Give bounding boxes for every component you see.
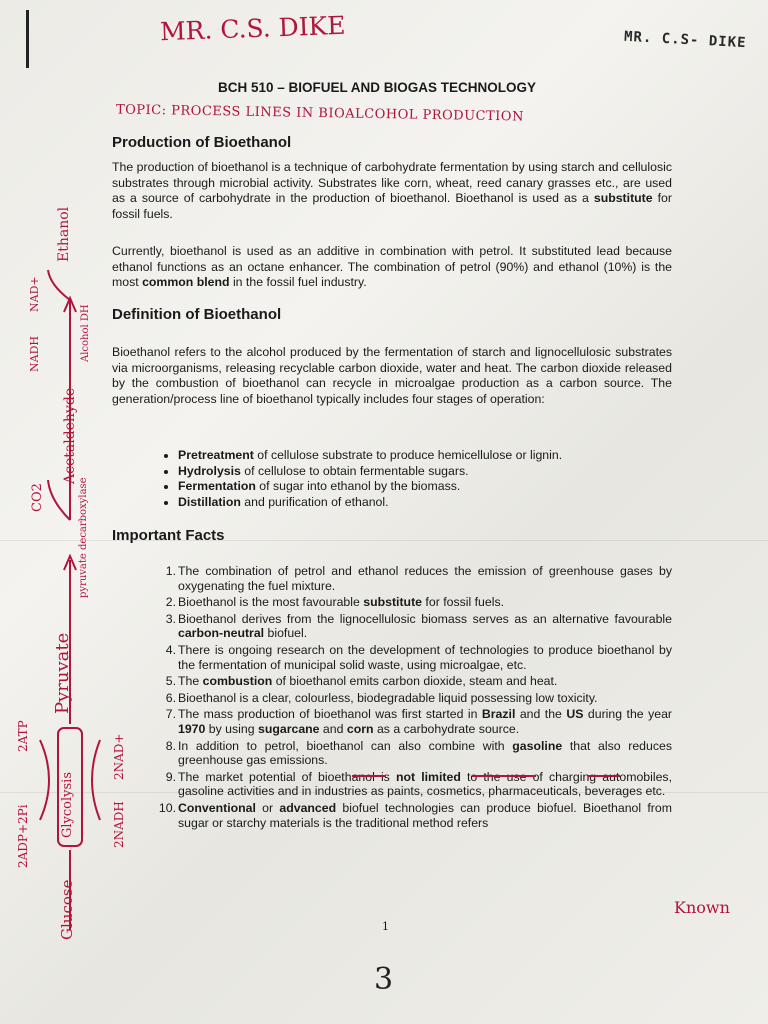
nad-branch-arrow [48, 270, 70, 300]
margin-2adp-2pi: 2ADP+2Pi [16, 804, 30, 868]
handwritten-name-top: MR. C.S. DIKE [159, 10, 346, 47]
fact-number: 7. [165, 707, 176, 722]
fact-text: There is ongoing research on the development of technologies to produce bioethanol by the fermentation of municipal solid waste, using microalgae, etc. [178, 642, 672, 672]
important-facts-title: Important Facts [112, 527, 225, 544]
margin-nadh-1: NADH [28, 336, 41, 372]
margin-ethanol: Ethanol [56, 206, 72, 262]
handwritten-page-mark: 3 [374, 962, 394, 997]
definition-paragraph: Bioethanol refers to the alcohol produced by the fermentation of starch and lignocellulosic substrates via microorganisms, releasing recyclable carbon dioxide, water and heat. The carbon dioxide released by the combustion of bioethanol can recycle in microalgae production as a carbon source. The generation/process line of bioethanol typically includes four stages of operation: [112, 345, 672, 406]
fact-text: The combination of petrol and ethanol reduces the emission of greenhouse gases by oxygenating the fuel mixture. [178, 564, 672, 593]
production-paragraph-1: The production of bioethanol is a technique of carbohydrate fermentation by using starch and cellulosic substrates through microbial activity. Substrates like corn, wheat, reed canary grasses etc., are used as a source of carbohydrate in the production of bioethanol. Bioethanol is used as a substitute for fossil fuels. [112, 160, 672, 221]
handwritten-name-right: MR. C.S- DIKE [623, 28, 747, 52]
margin-alcohol-dh: Alcohol DH [80, 304, 91, 362]
handwritten-topic: TOPIC: PROCESS LINES IN BIOALCOHOL PRODUCTION [115, 102, 525, 125]
production-paragraph-2: Currently, bioethanol is used as an additive in combination with petrol. It substituted lead because ethanol functions as an octane enhancer. The combination of petrol (90%) and ethanol (10%) is the most common blend in the fossil fuel industry. [112, 244, 672, 290]
fact-number: 2. [165, 595, 176, 610]
fact-text: The mass production of bioethanol was first started in Brazil and the US during the year 1970 by using sugarcane and corn as a carbohydrate source. [178, 707, 672, 736]
fact-number: 8. [165, 738, 176, 753]
fact-text: The combustion of bioethanol emits carbon dioxide, steam and heat. [178, 674, 558, 689]
margin-co2: CO2 [30, 483, 45, 512]
fact-number: 4. [165, 642, 176, 657]
fact-text: The market potential of bioethanol is not limited to the use of charging automobiles, gasoline activities and in industries as paints, cosmetics, pharmaceuticals, beverages etc. [178, 769, 672, 799]
margin-2atp: 2ATP [16, 720, 30, 752]
course-title: BCH 510 – BIOFUEL AND BIOGAS TECHNOLOGY [218, 80, 537, 95]
fact-number: 6. [165, 690, 176, 705]
fact-text: Bioethanol is the most favourable substitute for fossil fuels. [178, 595, 505, 610]
handwritten-known: Known [674, 898, 730, 917]
definition-title: Definition of Bioethanol [112, 306, 282, 323]
margin-nad-1: NAD+ [28, 276, 41, 312]
margin-acetaldehyde: Acetaldehyde [62, 387, 78, 484]
margin-glycolysis: Glycolysis [60, 772, 75, 838]
margin-glucose: Glucose [58, 879, 76, 940]
margin-pyruvate-decarboxylase: pyruvate decarboxylase [78, 477, 89, 598]
fact-number: 1. [165, 564, 176, 578]
fact-text: Bioethanol derives from the lignocellulosic biomass serves as an alternative favourable carbon-neutral biofuel. [178, 611, 672, 641]
margin-pyruvate: Pyruvate [52, 632, 73, 714]
fact-number: 5. [165, 674, 176, 689]
process-stage-item: • Distillation and purification of ethanol. [178, 495, 562, 511]
nad-curve-arrow [92, 740, 100, 820]
process-stage-item: • Fermentation of sugar into ethanol by the biomass. [178, 479, 562, 495]
production-title: Production of Bioethanol [112, 134, 292, 151]
margin-2nadh: 2NADH [112, 801, 126, 848]
process-stage-item: • Hydrolysis of cellulose to obtain fermentable sugars. [178, 464, 562, 480]
fact-text: Conventional or advanced biofuel technologies can produce biofuel. Bioethanol from sugar or starchy materials is the traditional method refers [178, 800, 672, 830]
fact-number: 3. [165, 611, 176, 626]
page-number: 1 [382, 920, 389, 933]
margin-2nad: 2NAD+ [112, 733, 126, 780]
co2-branch-arrow [48, 480, 70, 520]
fact-number: 10. [158, 800, 176, 815]
fact-number: 9. [165, 769, 176, 784]
atp-curve-arrow [40, 740, 49, 820]
fact-text: In addition to petrol, bioethanol can also combine with gasoline that also reduces greenhouse gas emissions. [178, 738, 672, 768]
process-stage-item: • Pretreatment of cellulose substrate to produce hemicellulose or lignin. [178, 448, 562, 464]
fact-text: Bioethanol is a clear, colourless, biodegradable liquid possessing low toxicity. [178, 690, 598, 705]
